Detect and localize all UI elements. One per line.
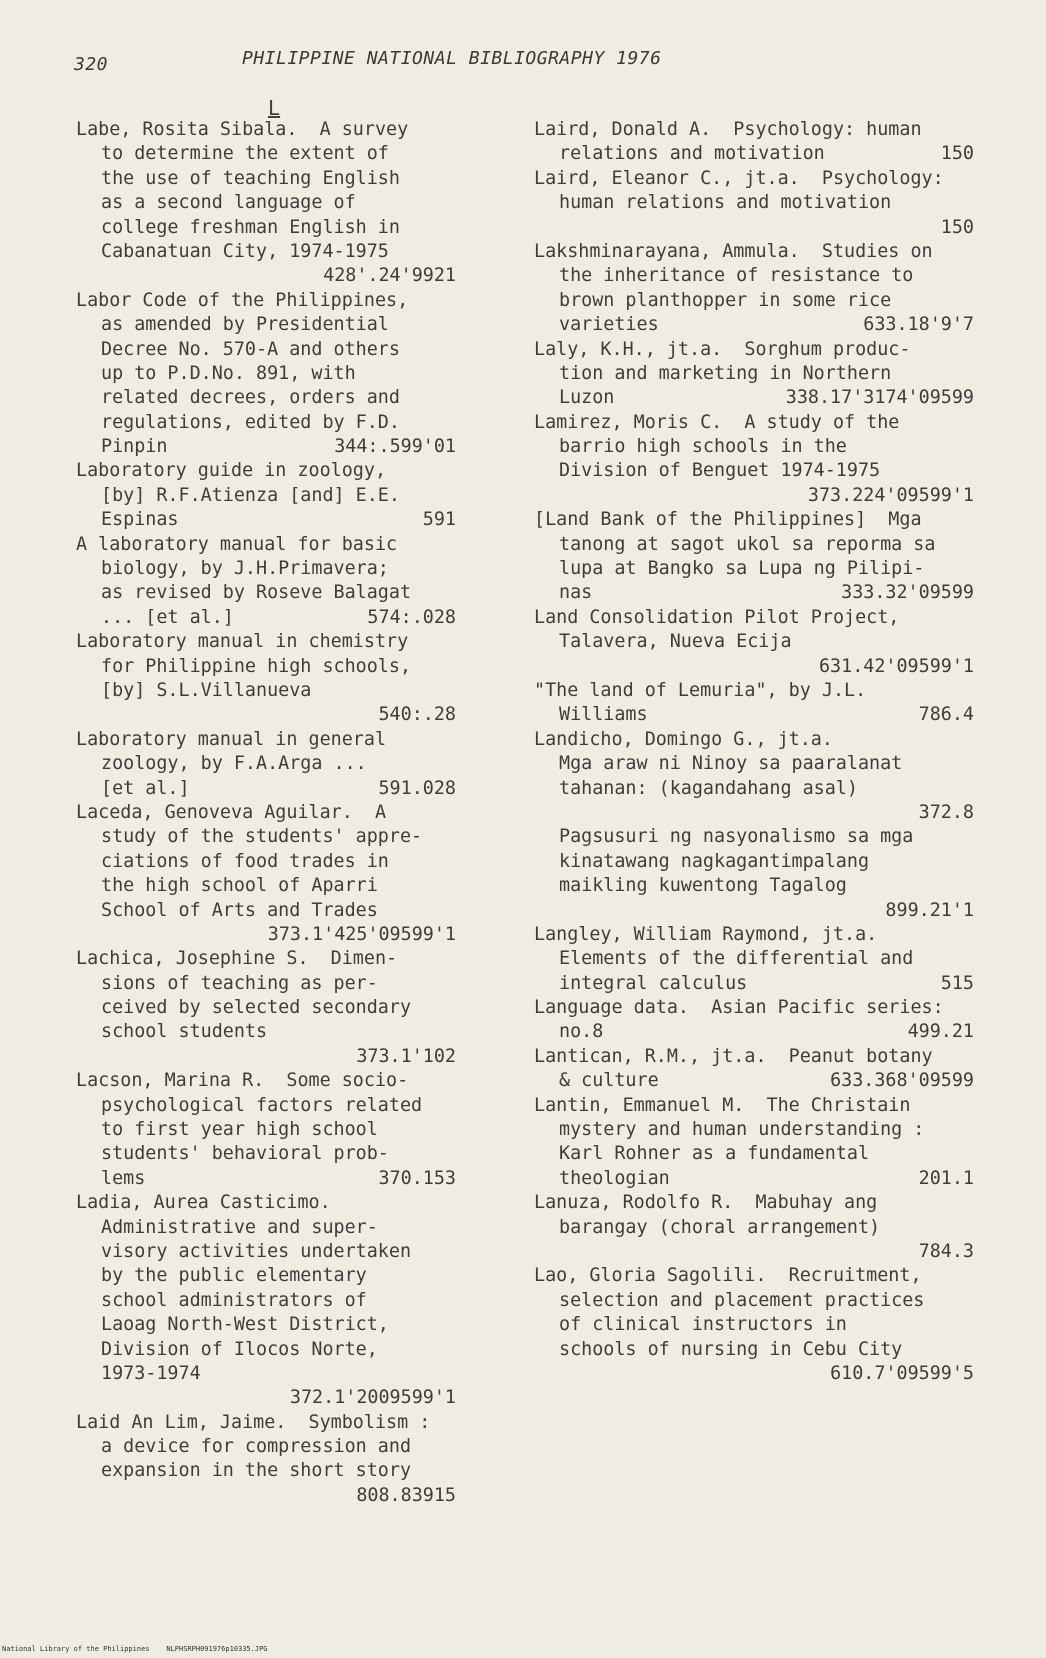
entry-line: as amended by Presidential	[101, 314, 389, 336]
entry-line: A laboratory manual for basic	[76, 533, 398, 555]
bibliography-entry	[76, 459, 456, 532]
entry-line: Language data. Asian Pacific series:	[534, 997, 944, 1019]
entry-line: visory activities undertaken	[101, 1240, 412, 1262]
entry-line: as a second language of	[101, 192, 356, 214]
entry-line: [Land Bank of the Philippines] Mga	[534, 509, 922, 531]
entry-line: mystery and human understanding :	[559, 1119, 925, 1141]
entry-line: [by] S.L.Villanueva	[101, 679, 312, 701]
entry-line: maikling kuwentong Tagalog	[559, 875, 847, 897]
entry-line: brown planthopper in some rice	[559, 289, 892, 311]
entry-line: Mga araw ni Ninoy sa paaralanat	[559, 753, 903, 775]
entry-line: college freshman English in	[101, 216, 400, 238]
bibliography-entry	[534, 118, 974, 167]
entry-line: schools of nursing in Cebu City	[559, 1338, 903, 1360]
bibliography-entry	[76, 1411, 456, 1509]
entry-line: a device for compression and	[101, 1436, 412, 1458]
call-number: 808.83915	[356, 1484, 456, 1506]
call-number: 499.21	[907, 1021, 974, 1043]
entry-line: Langley, William Raymond, jt.a.	[534, 923, 878, 945]
entry-line: school administrators of	[101, 1289, 367, 1311]
entry-line: Lachica, Josephine S. Dimen-	[76, 948, 398, 970]
entry-line: Lanuza, Rodolfo R. Mabuhay ang	[534, 1192, 878, 1214]
entry-line: [et al.]	[101, 777, 190, 799]
running-title: PHILIPPINE NATIONAL BIBLIOGRAPHY 1976	[242, 48, 662, 69]
entry-line: Administrative and super-	[101, 1216, 378, 1238]
entry-line: zoology, by F.A.Arga ...	[101, 753, 367, 775]
entry-line: ... [et al.]	[101, 606, 234, 628]
call-number: 899.21'1	[885, 899, 974, 921]
entry-line: Lantican, R.M., jt.a. Peanut botany	[534, 1045, 933, 1067]
bibliography-entry	[534, 1094, 974, 1192]
bibliography-entry	[534, 825, 974, 923]
entry-line: study of the students' appre-	[101, 826, 423, 848]
bibliography-entry	[534, 923, 974, 996]
scan-footer: National Library of the Philippines NLPHSRPH091976p10335.JPG	[2, 1645, 268, 1653]
right-column	[534, 118, 974, 1386]
section-letter: L	[268, 96, 281, 120]
bibliography-entry	[76, 1191, 456, 1411]
call-number: 150	[940, 143, 974, 165]
entry-line: tanong at sagot ukol sa reporma sa	[559, 533, 936, 555]
entry-line: Talavera, Nueva Ecija	[559, 631, 792, 653]
entry-line: Division of Ilocos Norte,	[101, 1338, 378, 1360]
call-number: 201.1	[918, 1167, 974, 1189]
entry-line: Laceda, Genoveva Aguilar. A	[76, 801, 387, 823]
entry-line: up to P.D.No. 891, with	[101, 362, 356, 384]
entry-line: School of Arts and Trades	[101, 899, 378, 921]
entry-last-line	[76, 777, 456, 801]
entry-last-line	[76, 508, 456, 532]
call-number: 574:.028	[367, 606, 456, 628]
entry-line: Cabanatuan City, 1974-1975	[101, 240, 389, 262]
bibliography-entry	[534, 996, 974, 1045]
entry-line: Karl Rohner as a fundamental	[559, 1143, 870, 1165]
entry-line: to first year high school	[101, 1119, 378, 1141]
entry-line: expansion in the short story	[101, 1460, 412, 1482]
bibliography-entry	[76, 801, 456, 947]
entry-line: Laird, Eleanor C., jt.a. Psychology:	[534, 167, 944, 189]
entry-last-line	[76, 435, 456, 459]
call-number: 428'.24'9921	[323, 265, 456, 287]
bibliography-entry	[534, 1264, 974, 1386]
entry-last-line	[534, 972, 974, 996]
call-number: 344:.599'01	[334, 436, 456, 458]
entry-line: as revised by Roseve Balagat	[101, 582, 412, 604]
entry-line: Lakshminarayana, Ammula. Studies on	[534, 240, 933, 262]
entry-line: Lantin, Emmanuel M. The Christain	[534, 1094, 911, 1116]
entry-line: school students	[101, 1021, 268, 1043]
entry-last-line	[76, 1167, 456, 1191]
bibliography-entry	[534, 1191, 974, 1264]
entry-line: Pagsusuri ng nasyonalismo sa mga	[559, 826, 914, 848]
entry-line: relations and motivation	[559, 143, 825, 165]
bibliography-entry	[534, 1045, 974, 1094]
entry-line: Labe, Rosita Sibala. A survey	[76, 119, 409, 140]
entry-line: [by] R.F.Atienza [and] E.E.	[101, 484, 400, 506]
entry-line: sions of teaching as per-	[101, 972, 378, 994]
entry-line: varieties	[559, 314, 659, 336]
entry-line: Landicho, Domingo G., jt.a.	[534, 728, 833, 750]
entry-line: for Philippine high schools,	[101, 655, 412, 677]
call-number: 373.224'09599'1	[807, 484, 974, 506]
entry-last-line	[534, 386, 974, 410]
entry-line: psychological factors related	[101, 1094, 423, 1116]
bibliography-entry	[534, 240, 974, 338]
call-number: 631.42'09599'1	[818, 655, 974, 677]
entry-line: Lacson, Marina R. Some socio-	[76, 1070, 409, 1092]
entry-line: 1973-1974	[101, 1362, 201, 1384]
entry-last-line	[534, 1020, 974, 1044]
call-number: 333.32'09599	[841, 582, 974, 604]
call-number: 610.7'09599'5	[830, 1362, 974, 1384]
call-number: 338.17'3174'09599	[785, 387, 974, 409]
entry-last-line	[534, 1069, 974, 1093]
bibliography-entry	[534, 728, 974, 826]
entry-line: Division of Benguet 1974-1975	[559, 460, 881, 482]
call-number: 515	[940, 972, 974, 994]
entry-line: Lao, Gloria Sagolili. Recruitment,	[534, 1265, 922, 1287]
entry-line: no.8	[559, 1021, 604, 1043]
entry-line: to determine the extent of	[101, 143, 389, 165]
entry-line: "The land of Lemuria", by J.L.	[534, 679, 867, 701]
call-number: 150	[940, 216, 974, 238]
entry-line: Land Consolidation Pilot Project,	[534, 606, 900, 628]
entry-line: the inheritance of resistance to	[559, 265, 914, 287]
call-number: 591	[422, 509, 456, 531]
left-column	[76, 118, 456, 1508]
entry-last-line	[534, 1167, 974, 1191]
entry-line: ceived by selected secondary	[101, 997, 412, 1019]
bibliography-entry	[76, 533, 456, 631]
entry-line: kinatawang nagkagantimpalang	[559, 850, 870, 872]
entry-line: barangay (choral arrangement)	[559, 1216, 881, 1238]
call-number: 786.4	[918, 704, 974, 726]
bibliography-entry	[534, 606, 974, 679]
entry-line: Labor Code of the Philippines,	[76, 289, 409, 311]
entry-line: Laly, K.H., jt.a. Sorghum produc-	[534, 338, 911, 360]
bibliography-entry	[76, 630, 456, 728]
entry-last-line	[534, 703, 974, 727]
entry-last-line	[76, 606, 456, 630]
entry-line: Decree No. 570-A and others	[101, 338, 400, 360]
entry-line: Espinas	[101, 509, 179, 531]
entry-line: biology, by J.H.Primavera;	[101, 558, 389, 580]
entry-line: related decrees, orders and	[101, 387, 400, 409]
entry-last-line	[534, 142, 974, 166]
call-number: 370.153	[378, 1167, 456, 1189]
entry-line: human relations and motivation	[559, 192, 892, 214]
entry-line: Laird, Donald A. Psychology: human	[534, 119, 922, 140]
entry-last-line	[534, 313, 974, 337]
call-number: 633.18'9'7	[863, 314, 974, 336]
entry-line: theologian	[559, 1167, 670, 1189]
bibliography-entry	[76, 1069, 456, 1191]
entry-last-line	[534, 581, 974, 605]
call-number: 373.1'425'09599'1	[267, 923, 456, 945]
call-number: 372.1'2009599'1	[289, 1387, 456, 1409]
entry-line: barrio high schools in the	[559, 436, 847, 458]
entry-line: Ladia, Aurea Casticimo.	[76, 1192, 331, 1214]
bibliography-entry	[534, 411, 974, 509]
bibliography-entry	[76, 728, 456, 801]
entry-line: Lamirez, Moris C. A study of the	[534, 411, 900, 433]
bibliography-entry	[76, 947, 456, 1069]
bibliography-entry	[76, 289, 456, 460]
entry-line: ciations of food trades in	[101, 850, 389, 872]
bibliography-entry	[534, 679, 974, 728]
call-number: 373.1'102	[356, 1045, 456, 1067]
entry-line: regulations, edited by F.D.	[101, 411, 400, 433]
bibliography-entry	[534, 338, 974, 411]
bibliography-entry	[534, 167, 974, 240]
bibliography-entry	[76, 118, 456, 289]
entry-line: Luzon	[559, 387, 615, 409]
entry-line: lupa at Bangko sa Lupa ng Pilipi-	[559, 558, 925, 580]
entry-line: lems	[101, 1167, 146, 1189]
call-number: 372.8	[918, 801, 974, 823]
entry-line: students' behavioral prob-	[101, 1143, 389, 1165]
entry-line: & culture	[559, 1070, 659, 1092]
entry-line: of clinical instructors in	[559, 1314, 847, 1336]
entry-line: selection and placement practices	[559, 1289, 925, 1311]
entry-line: Williams	[559, 704, 648, 726]
entry-line: Laboratory manual in general	[76, 728, 387, 750]
call-number: 591.028	[378, 777, 456, 799]
page-number: 320	[74, 54, 109, 75]
entry-line: Laoag North-West District,	[101, 1314, 389, 1336]
entry-line: nas	[559, 582, 593, 604]
entry-line: tion and marketing in Northern	[559, 362, 892, 384]
entry-line: Laboratory guide in zoology,	[76, 460, 387, 482]
call-number: 633.368'09599	[830, 1070, 974, 1092]
entry-line: Elements of the differential and	[559, 948, 914, 970]
entry-line: integral calculus	[559, 972, 748, 994]
call-number: 784.3	[918, 1240, 974, 1262]
entry-line: the high school of Aparri	[101, 875, 378, 897]
entry-line: by the public elementary	[101, 1265, 367, 1287]
entry-line: Pinpin	[101, 436, 168, 458]
entry-line: Laboratory manual in chemistry	[76, 631, 409, 653]
entry-line: Laid An Lim, Jaime. Symbolism :	[76, 1411, 431, 1433]
call-number: 540:.28	[378, 704, 456, 726]
bibliography-entry	[534, 508, 974, 606]
entry-line: the use of teaching English	[101, 167, 400, 189]
entry-line: tahanan: (kagandahang asal)	[559, 777, 858, 799]
